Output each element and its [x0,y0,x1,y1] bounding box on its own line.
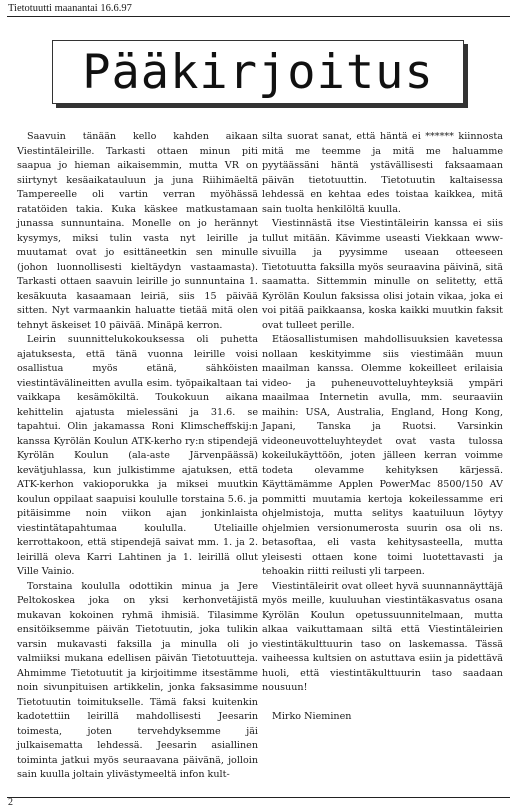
article-columns [17,130,503,790]
article-paragraph: Leirin suunnittelukokouksessa oli puhetta ajatuksesta, että tänä vuonna leirille voisi osallistua myös etänä, sähköisten viestintävälineitten avulla esim. työpaikaltaan tai vaikkapa kesämökiltä. Toukokuun aikana kehittelin ajatusta mielessäni ja 31.6. se tapahtui. Olin jakamassa Roni Klimscheffskij:n kanssa Kyrölän Koulun ATK-kerho ry:n stipendejä Kyrölän Koulun (ala-aste Järvenpäässä) kevätjuhlassa, kun julkistimme ajatuksen, että ATK-kerhon vakioporukka ja miksei muutkin koulun oppilaat saapuisi koululle torstaina 5.6. ja pitäisimme noin viikon ajan jonkinlaista viestintätapahtumaa koululla. Uteliaille kerrottakoon, että stipendejä saivat mm. 1. ja 2. leirillä oleva Karri Lahtinen ja 1. leirillä ollut Ville Vainio. [17,334,258,577]
header-divider [7,16,510,17]
title-box [52,40,464,104]
author-signature: Mirko Nieminen [272,710,352,722]
footer-divider [7,797,510,798]
page-title: Pääkirjoitus [82,44,434,100]
article-paragraph: silta suorat sanat, että häntä ei ****** kiinnosta mitä me teemme ja mitä me haluamme pyytäässäni häntä ystävällisesti faksaamaan päivän tietotuuttin. Tietotuutin kaltaisessa lehdessä en kehtaa edes toistaa kaikkea, mitä sain tuolta henkilöltä kuulla. [262,131,503,215]
article-paragraph: Torstaina koululla odottikin minua ja Jere Peltokoskea joka on yksi kerhonvetäjistä mukavan kokoinen ryhmä ihmisiä. Tilasimme ensitöiksemme päivän Tietotuutin, joka tulikin varsin mukavasti faksilla ja minulla oli jo valmiiksi mukana edellisen päivän Tietotuutteja. Ahmimme Tietotuutit ja kirjoitimme itsestämme noin sivunpituisen artikkelin, jonka faksasimme Tietotuutin toimitukselle. Tämä faksi kuitenkin kadotettiin leirillä mahdollisesti Jeesarin toimesta, joten tervehdyksemme jäi julkaisematta lehdessä. Jeesarin asiallinen toiminta jatkui myös seuraavana päivänä, jolloin sain kuulla joltain ylivästymeeltä infon kult- [17,580,258,780]
page-number: 2 [8,797,13,808]
right-column [262,130,503,790]
page-header: Tietotuutti maanantai 16.6.97 [8,3,132,14]
left-column [17,130,258,790]
article-paragraph: Etäosallistumisen mahdollisuuksien kavetessa nollaan keskityimme siis viestimään muun maailman kanssa. Olemme kokeilleet erilaisia video- ja puheneuvotteluyhteyksiä ympäri maailmaa Internetin avulla, mm. seuraaviin maihin: USA, Australia, England, Hong Kong, Japani, Tanska ja Ruotsi. Varsinkin videoneuvotteluyhteydet ovat vasta tulossa kokeilukäyttöön, joten jälleen kerran voimme todeta olevamme kehityksen kärjessä. Käyttämämme Applen PowerMac 8500/150 AV pommitti muutamia kertoja kokeilessamme eri ohjelmistoja, mutta selitys kaatuiluun löytyy ohjelmien versionumerosta suurin osa oli ns. betasoftaa, eli vasta kehitysasteella, mutta yleisesti ottaen kone toimi luotettavasti ja tehoakin riitti reilusti yli tarpeen. [262,334,503,577]
article-paragraph: Saavuin tänään kello kahden aikaan Viestintäleirille. Tarkasti ottaen minun piti saapua jo hieman aikaisemmin, mutta VR on siirtynyt kesäaikatauluun ja juna Riihimäeltä Tampereelle oli vartin verran myöhässä ratatöiden takia. Kuka käskee matkustamaan junassa sunnuntaina. Monelle on jo herännyt kysymys, miksi tulin vasta nyt leirille ja muutamat ovat jo esittäneetkin sen minulle (johon luonnollisesti kieltäydyn vastaamasta). Tarkasti ottaen saavuin leirille jo sunnuntaina 1. kesäkuuta kasaamaan leiriä, siis 15 päivää sitten. Nyt varmaankin haluatte tietää mitä olen tehnyt äskeiset 10 päivää. Minäpä kerron. [17,131,258,331]
article-paragraph: Viestinnästä itse Viestintäleirin kanssa ei siis tullut mitään. Kävimme useasti Viekkaan www-sivuilla ja pyysimme useaan otteeseen Tietotuutta faksilla myös seuraavina päivinä, sitä saamatta. Sittemmin minulle on selitetty, että Kyrölän Koulun faksissa olisi jotain vikaa, joka ei voi pitää paikkaansa, koska kaikki muutkin faksit ovat tulleet perille. [262,218,503,331]
article-paragraph: Viestintäleirit ovat olleet hyvä suunnannäyttäjä myös meille, kuuluuhan viestintäkasvatus osana Kyrölän Koulun opetussuunnitelmaan, mutta alkaa vaikuttamaan siltä että Viestintäleirien viestintäkulttuurin taso on laskemassa. Tässä vaiheessa kultsien on astuttava esiin ja pidettävä huoli, että viestintäkulttuurin taso saadaan nousuun! [262,580,503,693]
